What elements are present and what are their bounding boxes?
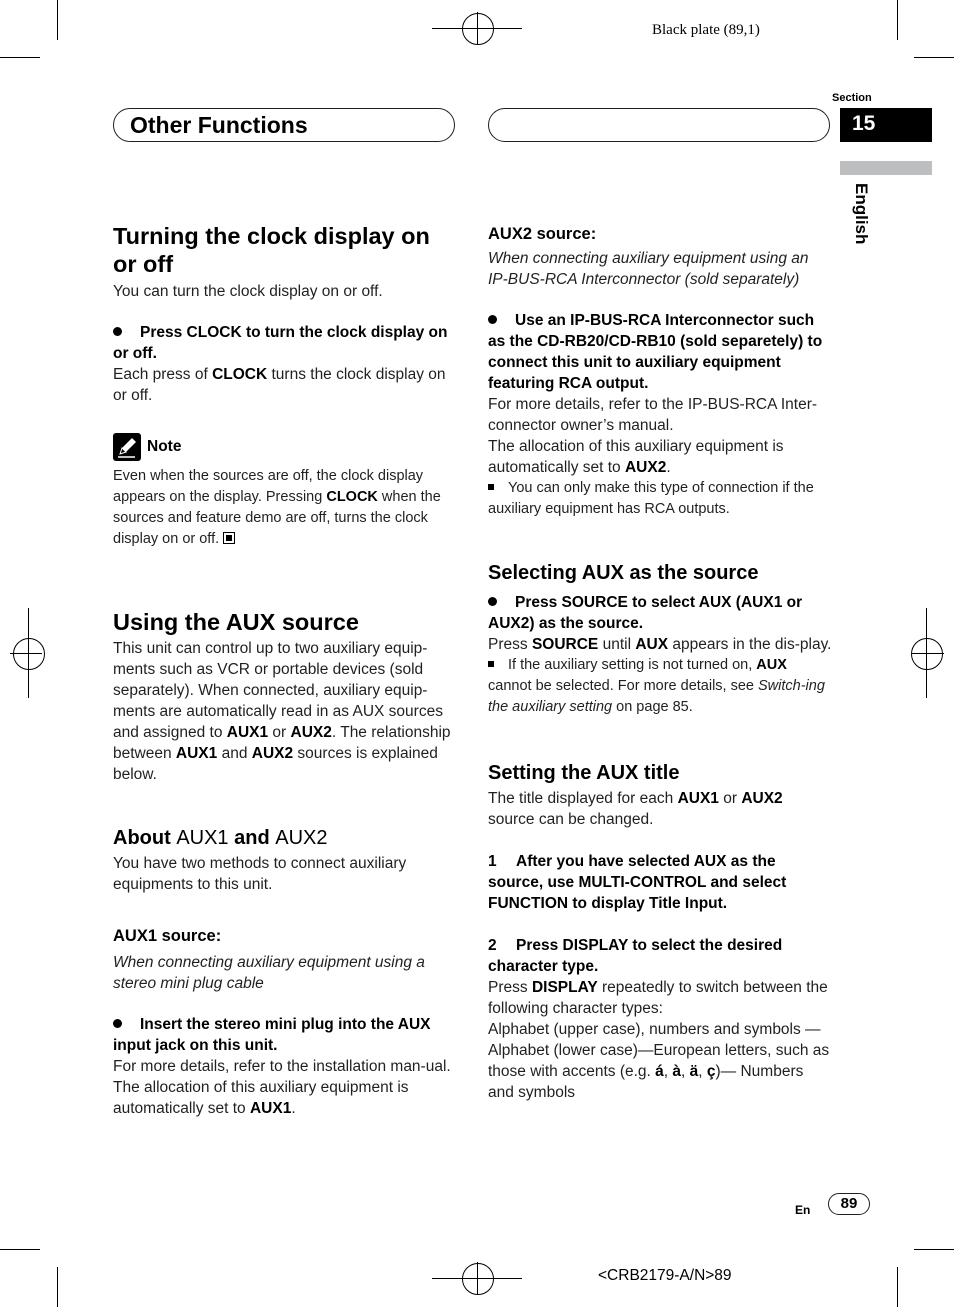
bullet-icon — [488, 597, 497, 606]
clock-step-body: Each press of CLOCK turns the clock display on or off. — [113, 366, 446, 404]
aux1-step: Insert the stereo mini plug into the AUX input jack on this unit. — [113, 1016, 431, 1054]
select-aux-title: Selecting AUX as the source — [488, 562, 759, 584]
about-aux-title: About AUX1 and AUX2 — [113, 827, 328, 849]
step-2: 2 Press DISPLAY to select the desired character type. — [488, 937, 783, 975]
aux-title-setting-title: Setting the AUX title — [488, 762, 680, 784]
clock-step: Press CLOCK to turn the clock display on or off. — [113, 324, 448, 362]
select-step: Press SOURCE to select AUX (AUX1 or AUX2) as the source. — [488, 594, 803, 632]
note-label: Note — [147, 438, 182, 455]
crop-mark — [914, 57, 954, 58]
chapter-header — [113, 108, 455, 142]
about-aux-body: You have two methods to connect auxiliary equipments to this unit. — [113, 855, 407, 893]
page-number: 89 — [828, 1193, 870, 1215]
select-body: Press SOURCE until AUX appears in the dis-play. — [488, 636, 832, 653]
aux2-body-2: The allocation of this auxiliary equipment is automatically set to AUX2. — [488, 438, 784, 476]
aux2-note: You can only make this type of connection if the auxiliary equipment has RCA outputs. — [488, 480, 814, 517]
footer-lang: En — [795, 1203, 811, 1217]
section-label: Section — [832, 92, 872, 104]
aux1-source-desc: When connecting auxiliary equipment using a stereo mini plug cable — [113, 954, 425, 992]
bullet-icon — [488, 315, 497, 324]
aux2-source-desc: When connecting auxiliary equipment using an IP-BUS-RCA Interconnector (sold separately) — [488, 250, 809, 288]
crop-mark — [914, 1249, 954, 1250]
select-note: If the auxiliary setting is not turned on, AUX cannot be selected. For more details, see Switch-ing the auxiliary setting on page 85. — [488, 657, 825, 715]
plate-label: Black plate (89,1) — [652, 22, 760, 38]
aux-title-intro: The title displayed for each AUX1 or AUX2 source can be changed. — [488, 790, 783, 828]
chapter-title: Other Functions — [130, 112, 308, 138]
section-number-box — [840, 108, 932, 142]
crop-mark — [0, 57, 40, 58]
document-code: <CRB2179-A/N>89 — [598, 1267, 732, 1284]
crop-mark — [57, 1267, 58, 1307]
aux2-source-title: AUX2 source: — [488, 225, 597, 243]
clock-title: Turning the clock display on or off — [113, 223, 430, 277]
aux1-body-1: For more details, refer to the installation man-ual. — [113, 1058, 451, 1075]
step-2-body: Press DISPLAY repeatedly to switch between the following character types: — [488, 979, 828, 1017]
right-column — [488, 223, 832, 1103]
cross-reference-link[interactable]: Switch-ing the auxiliary setting — [488, 678, 825, 715]
aux-title: Using the AUX source — [113, 609, 359, 635]
language-label: English — [852, 183, 871, 245]
section-number: 15 — [852, 112, 876, 135]
crop-mark — [897, 0, 898, 40]
clock-intro: You can turn the clock display on or off. — [113, 283, 383, 300]
language-tab — [840, 161, 932, 175]
left-column — [113, 222, 453, 1119]
aux2-step: Use an IP-BUS-RCA Interconnector such as the CD-RB20/CD-RB10 (sold separetely) to connect this unit to auxiliary equipment featuring RCA output. — [488, 312, 823, 392]
bullet-icon — [113, 327, 122, 336]
crop-mark — [0, 1249, 40, 1250]
square-bullet-icon — [488, 661, 494, 667]
aux1-body-2: The allocation of this auxiliary equipment is automatically set to AUX1. — [113, 1079, 409, 1117]
crop-mark — [57, 0, 58, 40]
aux1-source-title: AUX1 source: — [113, 927, 222, 945]
bullet-icon — [113, 1019, 122, 1028]
note-pencil-icon — [113, 433, 141, 461]
header-blank-pill — [488, 108, 830, 142]
crop-mark — [897, 1267, 898, 1307]
aux2-body-1: For more details, refer to the IP-BUS-RCA Inter-connector owner’s manual. — [488, 396, 818, 434]
end-mark-icon — [223, 532, 235, 544]
step-1: 1 After you have selected AUX as the source, use MULTI-CONTROL and select FUNCTION to display Title Input. — [488, 853, 787, 912]
aux-intro: This unit can control up to two auxiliary equip-ments such as VCR or portable devices (sold separately). When connected, auxiliary equip-ments are automatically read in as AUX sources and assigned to AUX1 or AUX2. The relationship between AUX1 and AUX2 sources is explained below. — [113, 640, 451, 783]
clock-note: Even when the sources are off, the clock display appears on the display. Pressing CLOCK when the sources and feature demo are off, turns the clock display on or off. — [113, 468, 441, 547]
character-types: Alphabet (upper case), numbers and symbols —Alphabet (lower case)—European letters, such as those with accents (e.g. á, à, ä, ç)— Numbers and symbols — [488, 1021, 830, 1101]
square-bullet-icon — [488, 484, 494, 490]
